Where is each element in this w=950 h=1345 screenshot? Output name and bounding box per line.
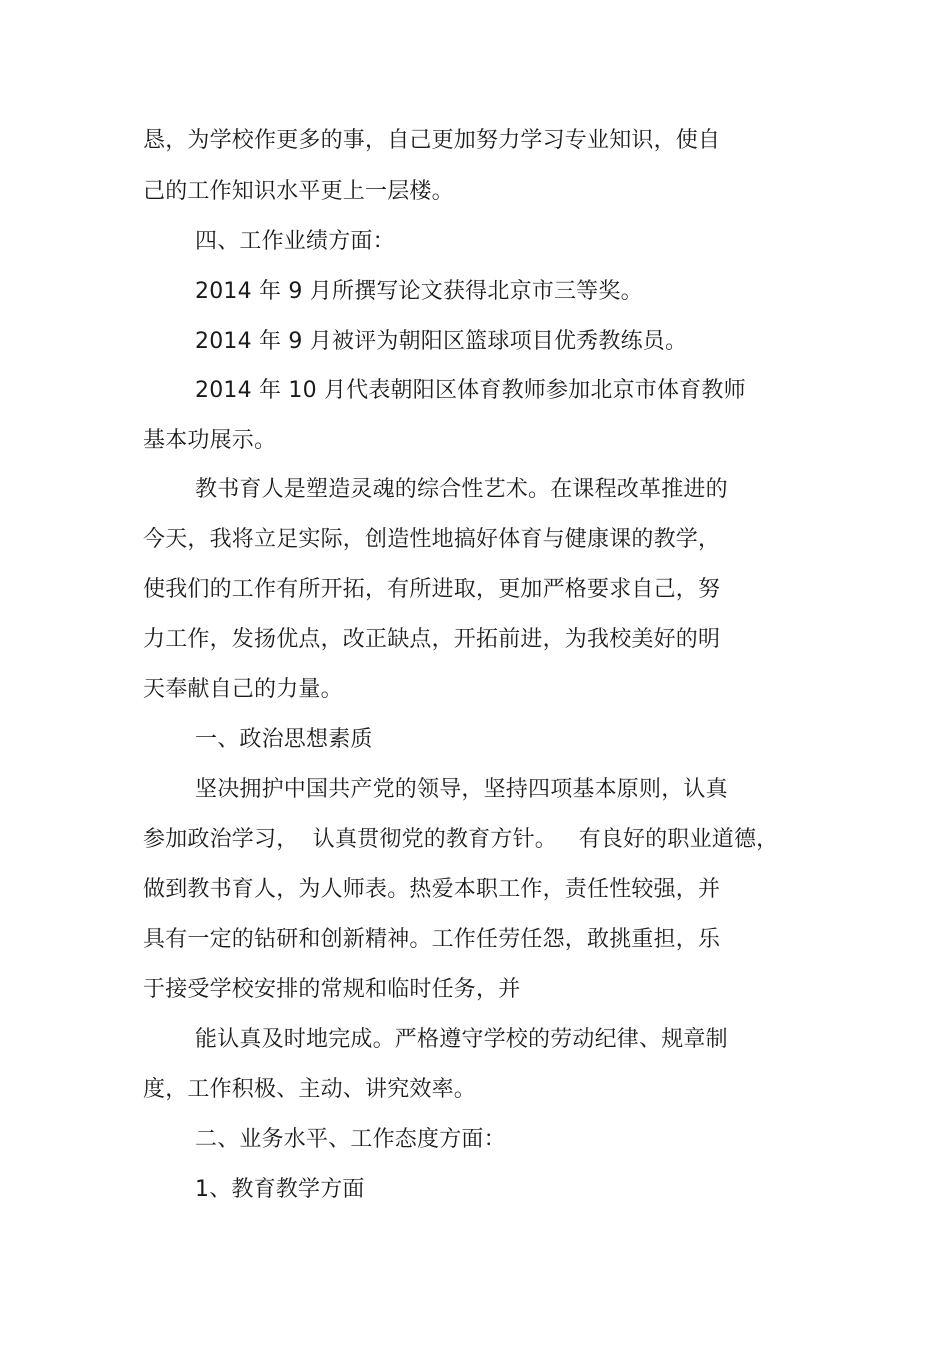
text-line: 今天，我将立足实际，创造性地搞好体育与健康课的教学， (143, 527, 721, 552)
text-line: 于接受学校安排的常规和临时任务，并 (143, 977, 521, 1002)
section-heading: 二、业务水平、工作态度方面： (195, 1127, 506, 1152)
text-line: 教书育人是塑造灵魂的综合性艺术。在课程改革推进的 (195, 477, 728, 502)
text-line: 2014 年 10 月代表朝阳区体育教师参加北京市体育教师 (195, 378, 746, 403)
section-heading: 四、工作业绩方面： (195, 229, 395, 254)
text-line: 己的工作知识水平更上一层楼。 (143, 179, 454, 204)
text-line: 恳，为学校作更多的事，自己更加努力学习专业知识，使自 (143, 128, 721, 153)
subsection-heading: 1、教育教学方面 (195, 1177, 365, 1202)
text-line: 能认真及时地完成。严格遵守学校的劳动纪律、规章制 (195, 1027, 728, 1052)
text-line: 坚决拥护中国共产党的领导，坚持四项基本原则，认真 (195, 777, 728, 802)
text-line: 参加政治学习， 认真贯彻党的教育方针。 有良好的职业道德， (143, 827, 779, 852)
text-line: 天奉献自己的力量。 (143, 677, 343, 702)
text-line: 具有一定的钻研和创新精神。工作任劳任怨，敢挑重担，乐 (143, 927, 721, 952)
text-line: 使我们的工作有所开拓，有所进取，更加严格要求自己，努 (143, 577, 721, 602)
text-line: 2014 年 9 月所撰写论文获得北京市三等奖。 (195, 279, 643, 304)
text-line: 基本功展示。 (143, 428, 277, 453)
text-line: 做到教书育人，为人师表。热爱本职工作，责任性较强，并 (143, 877, 721, 902)
text-line: 度，工作积极、主动、讲究效率。 (143, 1077, 477, 1102)
text-line: 力工作，发扬优点，改正缺点，开拓前进，为我校美好的明 (143, 627, 721, 652)
text-line: 2014 年 9 月被评为朝阳区篮球项目优秀教练员。 (195, 329, 688, 354)
section-heading: 一、政治思想素质 (195, 727, 373, 752)
